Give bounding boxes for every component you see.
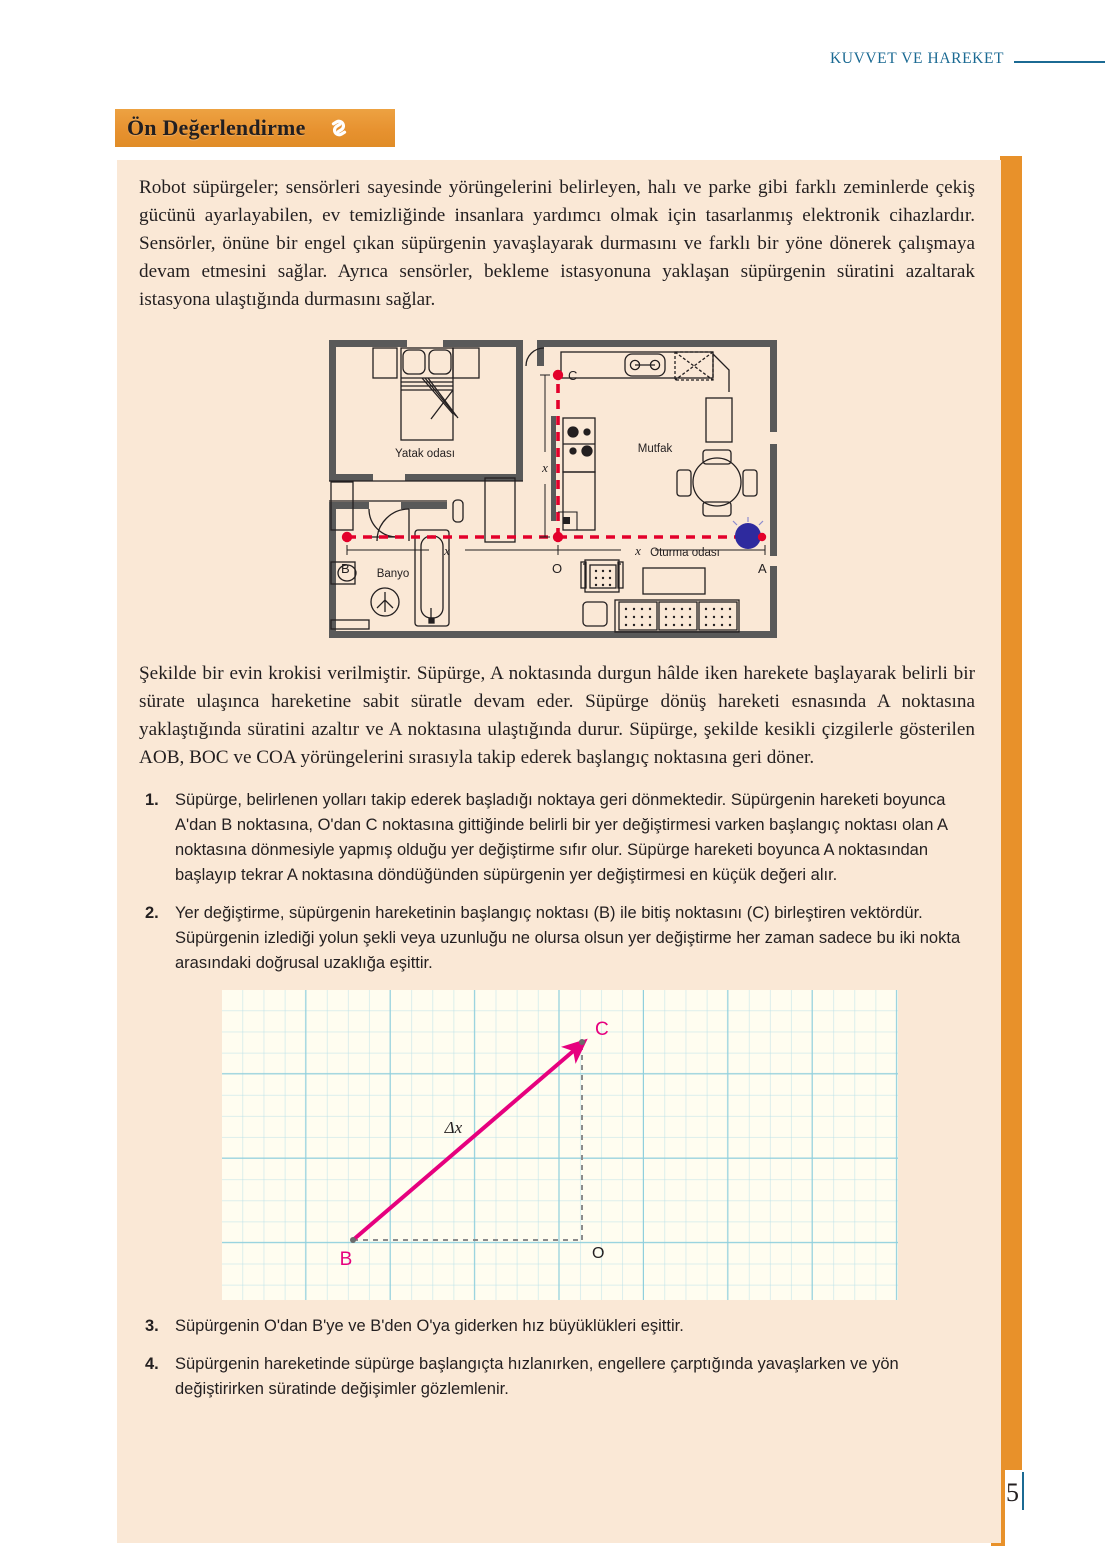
displacement-vector-figure	[145, 990, 975, 1300]
vector-start-dot	[350, 1237, 356, 1243]
answer-item	[145, 788, 975, 887]
vector-graph-svg	[222, 990, 898, 1300]
point-label-a: A	[758, 561, 767, 577]
graph-paper-grid	[222, 990, 898, 1300]
vector-label-b: B	[339, 1248, 353, 1270]
answer-item	[145, 901, 975, 975]
answer-text: Yer değiştirme, süpürgenin hareketinin başlangıç noktası (B) ile bitiş noktasını (C) birleştiren vektördür. Süpürgenin izlediği yolun şekli veya uzunluğu ne olursa olsun yer değiştirme her zaman sadece bu iki nokta arasındaki doğrusal uzaklığa eşittir.	[175, 904, 961, 972]
intro-paragraph: Robot süpürgeler; sensörleri sayesinde yörüngelerini belirleyen, halı ve parke gibi farklı zeminlerde çekiş gücünü ayarlayabilen, ev temizliğinde insanlara yardımcı olmak için tasarlanmış elektronik cihazlardır. Sensörler, önüne bir engel çıkan süpürgenin yavaşlayarak durmasını ve farklı bir yöne dönerek çalışmaya devam etmesini sağlar. Ayrıca sensörler, bekleme istasyonuna yaklaşan süpürgenin süratini azaltarak istasyona ulaştığında durmasını sağlar.	[139, 177, 975, 311]
dimension-label-x2: x	[635, 543, 641, 559]
dimension-label-x1: x	[444, 543, 450, 559]
answers-list	[139, 788, 975, 1402]
answer-number: 4.	[145, 1355, 159, 1374]
orange-rail-upper	[1000, 156, 1022, 758]
point-dot-c	[553, 370, 563, 380]
vector-end-dot	[579, 1039, 585, 1045]
room-label-bedroom: Yatak odası	[395, 448, 455, 461]
dimension-label-x3: x	[542, 460, 548, 476]
point-dot-a	[758, 533, 766, 541]
running-head-rule	[1014, 61, 1105, 63]
room-label-livingroom: Oturma odası	[650, 547, 720, 560]
floor-plan-svg	[325, 334, 789, 644]
vector-label-delta-x: Δx⃗	[444, 1117, 476, 1137]
answer-text: Süpürge, belirlenen yolları takip ederek başladığı noktaya geri dönmektedir. Süpürgenin hareketi boyunca A'dan B noktasına, O'dan C noktasına gittiğinde belirli bir yer değiştirmesi varken başlangıç noktası olan A noktasına dönmesiyle yapmış olduğu yer değiştirme sıfır olur. Süpürge hareketi boyunca A noktasından başlayıp tekrar A noktasına döndüğünden süpürgenin yer değiştirmesi en küçük değeri alır.	[175, 791, 948, 884]
answer-number: 3.	[145, 1316, 159, 1335]
answer-number: 1.	[145, 791, 159, 810]
page-number: 5	[1006, 1478, 1019, 1507]
room-label-bathroom: Banyo	[376, 568, 410, 581]
answer-item	[145, 1352, 975, 1402]
running-head-title: KUVVET VE HAREKET	[830, 50, 1005, 67]
room-label-kitchen: Mutfak	[637, 443, 673, 456]
running-head	[830, 50, 1105, 68]
answer-text: Süpürgenin hareketinde süpürge başlangıçta hızlanırken, engellere çarptığında yavaşlarken ve yön değiştirirken süratinde değişimler gözlemlenir.	[175, 1355, 899, 1399]
answer-text: Süpürgenin O'dan B'ye ve B'den O'ya giderken hız büyüklükleri eşittir.	[175, 1316, 684, 1335]
point-label-o: O	[552, 561, 563, 577]
content-panel	[117, 160, 1001, 1543]
answer-number: 2.	[145, 904, 159, 923]
vector-label-o: O	[592, 1244, 605, 1262]
point-label-b: B	[341, 561, 350, 577]
vector-label-c: C	[595, 1018, 609, 1040]
link-chain-icon	[324, 113, 354, 143]
page-number-rule	[1022, 1472, 1024, 1510]
section-tab-label: Ön Değerlendirme	[127, 115, 306, 140]
point-label-c: C	[568, 368, 578, 384]
answer-item	[145, 1314, 975, 1339]
section-tab	[115, 109, 395, 147]
point-dot-o	[553, 532, 563, 542]
point-dot-b	[342, 532, 352, 542]
floor-plan-figure	[139, 334, 975, 644]
figure-paragraph: Şekilde bir evin krokisi verilmiştir. Süpürge, A noktasında durgun hâlde iken harekete başlayarak belirli bir sürate ulaşınca hareketine sabit süratle devam eder. Süpürge dönüş hareketi esnasında A noktasına yaklaştığında süratini azaltır ve A noktasına ulaştığında durur. Süpürge, şekilde kesikli çizgilerle gösterilen AOB, BOC ve COA yörüngelerini sırasıyla takip ederek başlangıç noktasına geri döner.	[139, 663, 975, 769]
